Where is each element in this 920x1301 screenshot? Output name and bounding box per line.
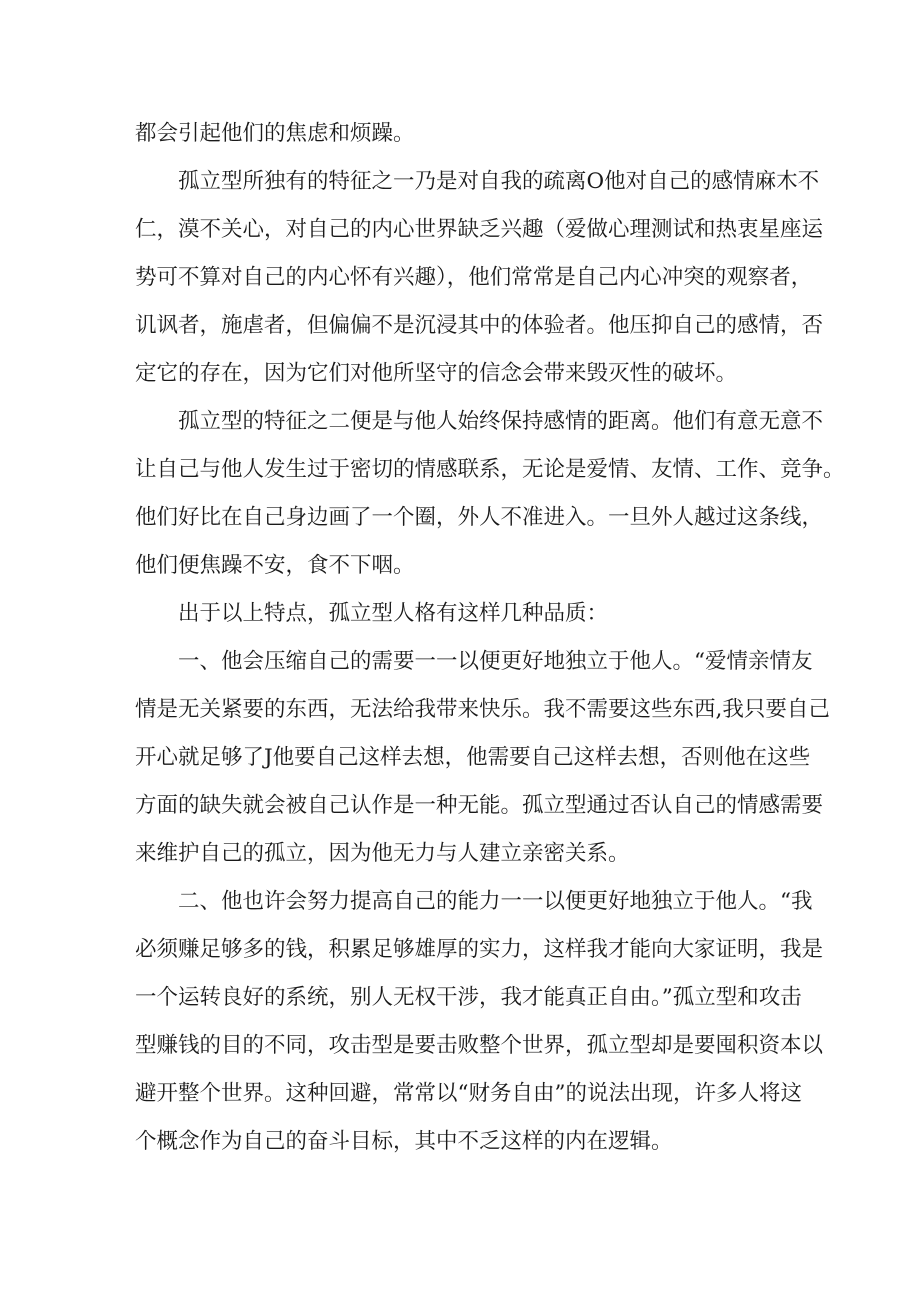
text-line: 情是无关紧要的东西，无法给我带来快乐。我不需要这些东西,我只要自己 xyxy=(135,697,830,722)
text-line: 开心就足够了J他要自己这样去想，他需要自己这样去想，否则他在这些 xyxy=(135,745,811,770)
paragraph-2 xyxy=(135,158,824,398)
paragraph-4 xyxy=(135,590,805,638)
text-line: 一、他会压缩自己的需要一一以便更好地独立于他人。“爱情亲情友 xyxy=(178,649,813,674)
paragraph-6 xyxy=(135,878,824,1166)
text-line: 讥讽者，施虐者，但偏偏不是沉浸其中的体验者。他压抑自己的感情，否 xyxy=(135,313,824,338)
text-line: 仁，漠不关心，对自己的内心世界缺乏兴趣（爱做心理测试和热衷星座运 xyxy=(135,217,824,242)
text-line: 型赚钱的目的不同，攻击型是要击败整个世界，孤立型却是要囤积资本以 xyxy=(135,1033,824,1058)
paragraph-1 xyxy=(135,110,805,158)
text-line: 必须赚足够多的钱，积累足够雄厚的实力，这样我才能向大家证明，我是 xyxy=(135,937,824,962)
text-line: 方面的缺失就会被自己认作是一种无能。孤立型通过否认自己的情感需要 xyxy=(135,793,824,818)
paragraph-3 xyxy=(135,398,845,590)
text-line: 定它的存在，因为它们对他所坚守的信念会带来毁灭性的破坏。 xyxy=(135,361,738,386)
text-line: 他们便焦躁不安，食不下咽。 xyxy=(135,553,415,578)
text-line: 他们好比在自己身边画了一个圈，外人不准进入。一旦外人越过这条线， xyxy=(135,505,824,530)
text-line: 二、他也许会努力提高自己的能力一一以便更好地独立于他人。“我 xyxy=(178,889,813,914)
text-line: 让自己与他人发生过于密切的情感联系，无论是爱情、友情、工作、竞争。 xyxy=(135,457,845,482)
document-body xyxy=(135,110,845,1166)
text-line: 一个运转良好的系统，别人无权干涉，我才能真正自由。”孤立型和攻击 xyxy=(135,985,802,1010)
text-line: 避开整个世界。这种回避，常常以“财务自由”的说法出现，许多人将这 xyxy=(135,1081,802,1106)
text-line: 孤立型所独有的特征之一乃是对自我的疏离O他对自己的感情麻木不 xyxy=(178,169,820,194)
text-line: 孤立型的特征之二便是与他人始终保持感情的距离。他们有意无意不 xyxy=(178,409,824,434)
text-line: 都会引起他们的焦虑和烦躁。 xyxy=(135,121,415,146)
text-line: 势可不算对自己的内心怀有兴趣），他们常常是自己内心冲突的观察者， xyxy=(135,265,813,290)
text-line: 来维护自己的孤立，因为他无力与人建立亲密关系。 xyxy=(135,841,630,866)
paragraph-5 xyxy=(135,638,830,878)
text-line: 出于以上特点，孤立型人格有这样几种品质： xyxy=(178,601,609,626)
text-line: 个概念作为自己的奋斗目标，其中不乏这样的内在逻辑。 xyxy=(135,1129,673,1154)
